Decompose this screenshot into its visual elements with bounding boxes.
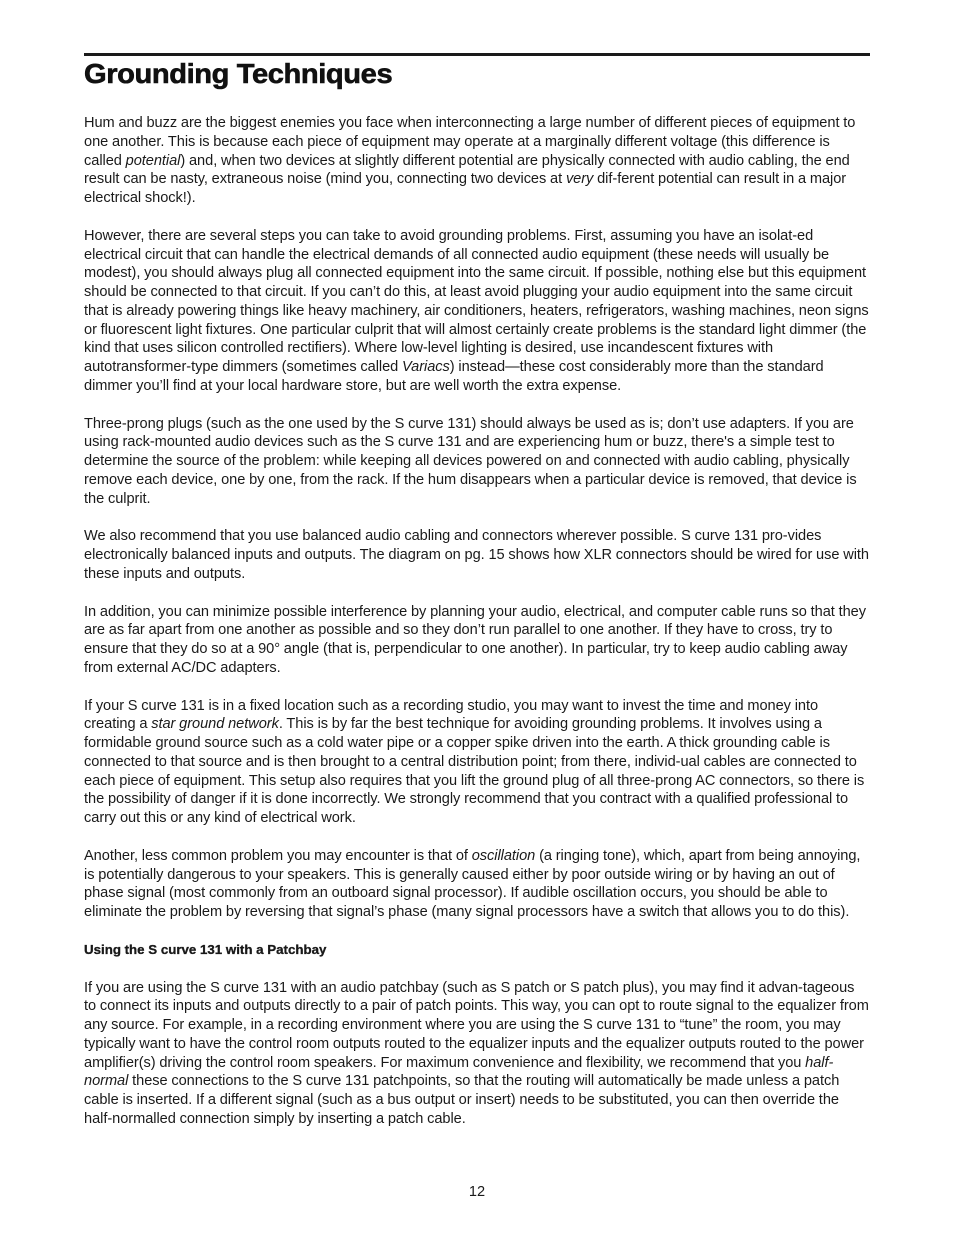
text-run: However, there are several steps you can take to avoid grounding problems. First, assuming you have an isolat-ed electrical circuit that can handle the electrical demands of all connected audio equipment (these needs will usually be modest), you should always plug all connected equipment into the same circuit. If possible, nothing else but this equipment should be connected to that circuit. If you can’t do this, at least avoid plugging your audio equipment into the same circuit that is already powering things like heavy machinery, air conditioners, heaters, refrigerators, washing machines, neon signs or fluorescent light fixtures. One particular culprit that will almost certainly create problems is the standard light dimmer (the kind that uses silicon controlled rectifiers). Where low-level lighting is desired, use incandescent fixtures with autotransformer-type dimmers (sometimes called xyxy=(84,227,869,375)
body-text xyxy=(84,114,870,1129)
paragraph-oscillation xyxy=(84,847,870,922)
paragraph-avoid-grounding-problems xyxy=(84,227,870,396)
paragraph-balanced-cabling: We also recommend that you use balanced audio cabling and connectors wherever possible. S curve 131 pro-vides electronically balanced inputs and outputs. The diagram on pg. 15 shows how XLR connectors should be wired for use with these inputs and outputs. xyxy=(84,528,869,582)
text-run: Another, less common problem you may encounter is that of xyxy=(84,847,472,864)
emphasis-very: very xyxy=(565,171,594,188)
paragraph-star-ground-network xyxy=(84,697,870,828)
emphasis-oscillation: oscillation xyxy=(471,847,536,864)
text-run: (a ringing tone), which, apart from being annoying, is potentially dangerous to your speakers. This is generally caused either by poor outside wiring or by having an out of phase signal (most commonly from an outboard signal processor). If audible oscillation occurs, you should be able to eliminate the problem by reversing that signal’s phase (many signal processors have a switch that allows you to do this). xyxy=(84,847,861,920)
emphasis-half-normal: half-normal xyxy=(84,1054,834,1090)
paragraph-three-prong-plugs: Three-prong plugs (such as the one used by the S curve 131) should always be used as is; don’t use adapters. If you are using rack-mounted audio devices such as the S curve 131 and are experiencing hum or buzz, there's a simple test to determine the source of the problem: while keeping all devices powered on and connected with audio cabling, physically remove each device, one by one, from the rack. If the hum disappears when a particular device is removed, that device is the culprit. xyxy=(84,415,857,507)
paragraph-cable-runs: In addition, you can minimize possible interference by planning your audio, electrical, and computer cable runs so that they are as far apart from one another as possible and so they don’t run parallel to one another. If they have to cross, try to ensure that they do so at a 90° angle (that is, perpendicular to one another). In particular, try to keep audio cabling away from external AC/DC adapters. xyxy=(84,603,866,676)
page-title: Grounding Techniques xyxy=(84,58,393,89)
text-run: ) instead—these cost considerably more than the standard dimmer you’ll find at your local hardware store, but are well worth the extra expense. xyxy=(84,359,824,394)
emphasis-star-ground-network: star ground network xyxy=(151,716,279,733)
text-run: Hum and buzz are the biggest enemies you face when interconnecting a large number of different pieces of equipment to one another. This is because each piece of equipment may operate at a marginally different voltage (this difference is called xyxy=(84,115,856,169)
text-run: ) and, when two devices at slightly different potential are physically connected with audio cabling, the end result can be nasty, extraneous noise (mind you, connecting two devices at xyxy=(84,152,850,188)
page-number: 12 xyxy=(468,1184,486,1200)
title-rule xyxy=(84,53,870,56)
text-run: If your S curve 131 is in a fixed location such as a recording studio, you may want to invest the time and money into creating a xyxy=(84,697,819,733)
paragraph-patchbay xyxy=(84,979,870,1129)
paragraph-hum-and-buzz xyxy=(84,114,870,208)
emphasis-variacs: Variacs xyxy=(402,359,450,375)
text-run: these connections to the S curve 131 patchpoints, so that the routing will automatically be made unless a patch cable is inserted. If a different signal (such as a bus output or insert) needs to be substituted, you can then override the half-normalled connection simply by inserting a patch cable. xyxy=(84,1073,840,1127)
section-subheading-patchbay: Using the S curve 131 with a Patchbay xyxy=(84,941,327,957)
emphasis-potential: potential xyxy=(125,152,181,169)
text-run: If you are using the S curve 131 with an audio patchbay (such as S patch or S patch plus), you may find it advan-tageous to connect its inputs and outputs directly to a pair of patch points. This way, you can opt to route signal to the equalizer from any source. For example, in a recording environment where you are using the S curve 131 to “tune” the room, you may typically want to have the control room outputs routed to the equalizer inputs and the equalizer outputs routed to the power amplifier(s) driving the control room speakers. For maximum convenience and flexibility, we recommend that you xyxy=(84,979,869,1071)
text-run: dif-ferent potential can result in a major electrical shock!). xyxy=(84,171,847,206)
text-run: . This is by far the best technique for avoiding grounding problems. It involves using a formidable ground source such as a cold water pipe or a copper spike driven into the earth. A thick grounding cable is connected to that source and is then brought to a central distribution point; from there, individ-ual cables are connected to each piece of equipment. This setup also requires that you lift the ground plug of all three-prong AC connectors, so there is the possibility of danger if it is done incorrectly. We strongly recommend that you contract with a qualified professional to carry out this or any kind of electrical work. xyxy=(84,716,865,826)
